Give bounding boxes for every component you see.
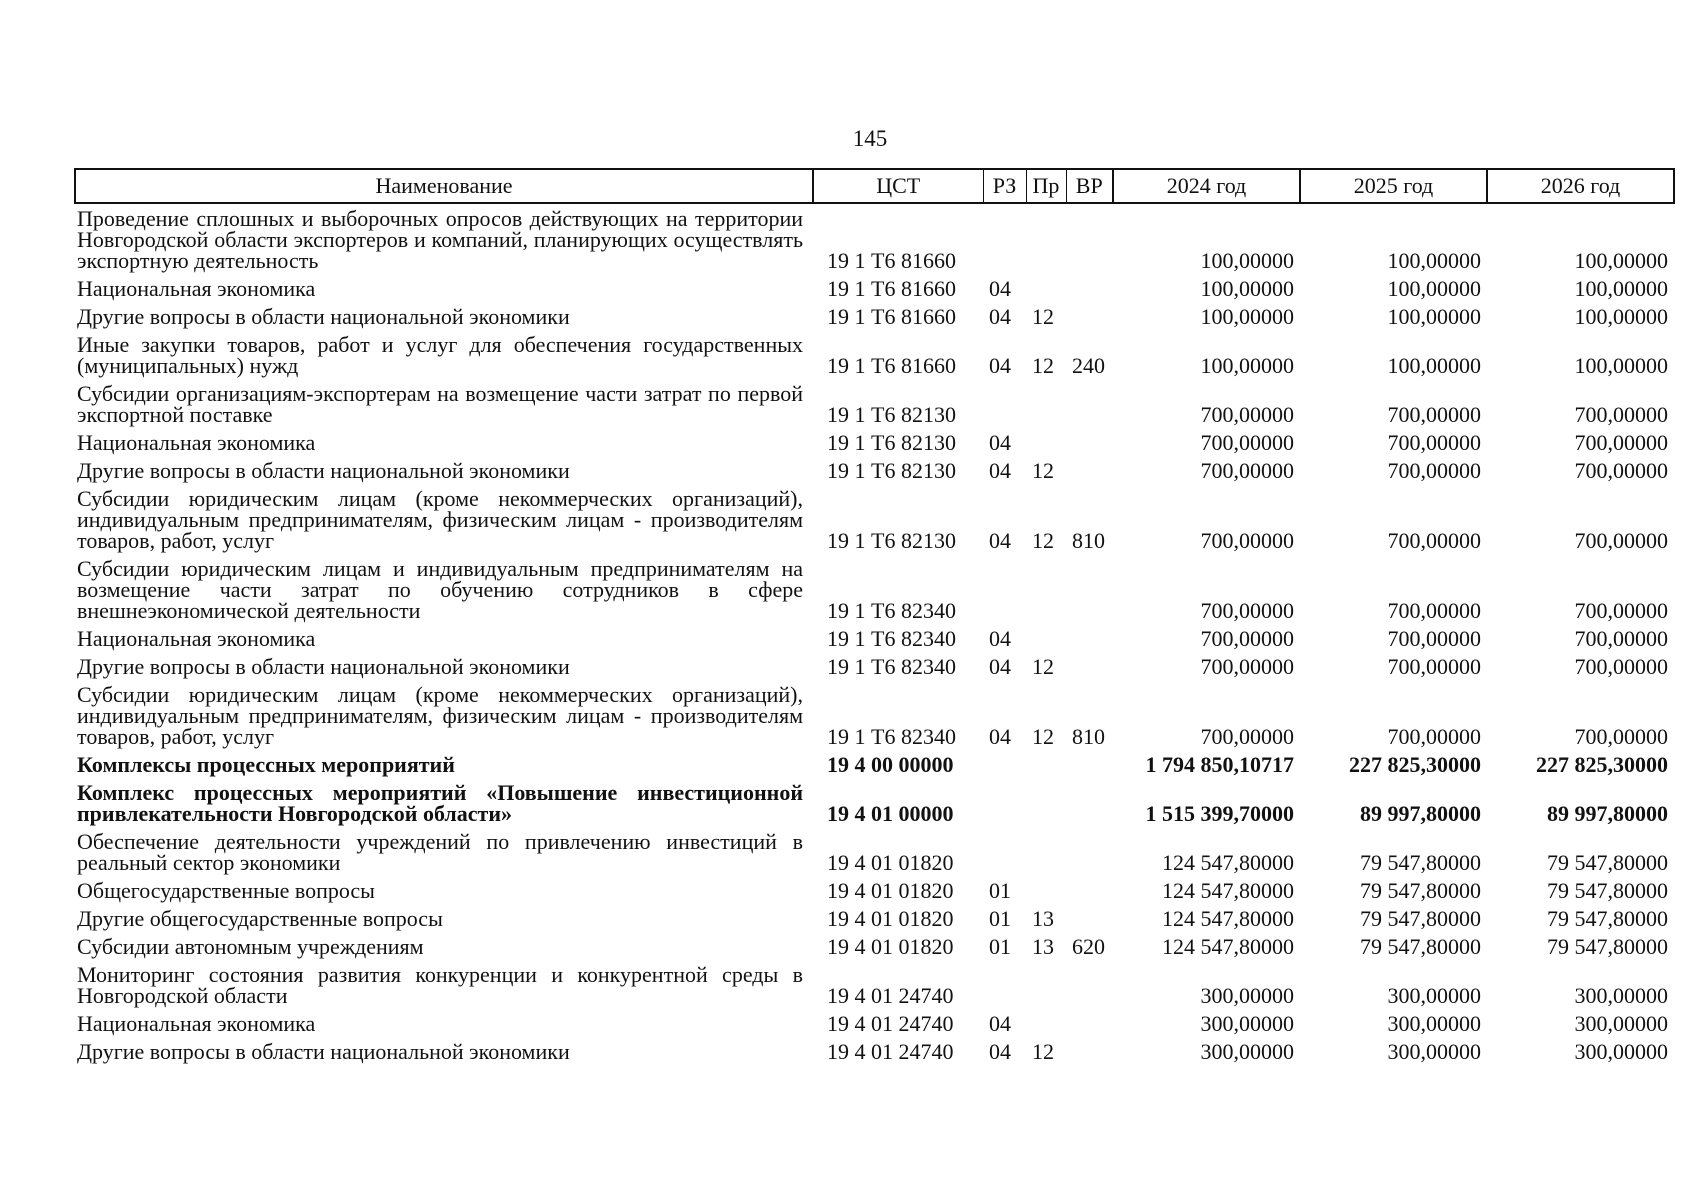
page-number: 145 (852, 126, 888, 151)
cell-name: Другие вопросы в области национальной экономики (77, 458, 570, 483)
cell-pr: 12 (1032, 1039, 1054, 1064)
cell-2025: 700,00000 (1387, 724, 1481, 749)
cell-cst: 19 1 Т6 81660 (827, 304, 956, 329)
cell-2026: 700,00000 (1574, 402, 1668, 427)
cell-2026: 79 547,80000 (1547, 850, 1668, 875)
table-row (75, 876, 1674, 904)
cell-2026: 79 547,80000 (1547, 878, 1668, 903)
cell-rz (983, 750, 1026, 778)
cell-vr (1066, 904, 1113, 932)
cell-2026: 300,00000 (1574, 1039, 1668, 1064)
column-header-2025: 2025 год (1300, 169, 1487, 203)
cell-vr (1066, 652, 1113, 680)
cell-pr (1026, 624, 1066, 652)
cell-rz: 04 (989, 1039, 1011, 1064)
cell-2026: 227 825,30000 (1536, 752, 1668, 777)
cell-name: Национальная экономика (77, 276, 316, 301)
cell-cst: 19 4 01 24740 (827, 1039, 954, 1064)
cell-2024: 700,00000 (1200, 402, 1294, 427)
cell-pr: 12 (1032, 654, 1054, 679)
cell-cst: 19 1 Т6 82130 (827, 402, 956, 427)
cell-2026: 300,00000 (1574, 983, 1668, 1008)
cell-cst: 19 1 Т6 82340 (827, 598, 956, 623)
cell-name: Другие вопросы в области национальной экономики (77, 654, 570, 679)
cell-vr: 620 (1072, 934, 1105, 959)
cell-cst: 19 4 01 00000 (827, 801, 954, 826)
cell-2026: 700,00000 (1574, 654, 1668, 679)
cell-pr (1026, 428, 1066, 456)
cell-rz: 01 (989, 934, 1011, 959)
cell-vr (1066, 876, 1113, 904)
cell-rz: 04 (989, 654, 1011, 679)
cell-2024: 700,00000 (1200, 528, 1294, 553)
cell-2025: 300,00000 (1387, 1011, 1481, 1036)
table-row (75, 750, 1674, 778)
cell-vr (1066, 778, 1113, 827)
cell-2026: 100,00000 (1574, 304, 1668, 329)
cell-name: Национальная экономика (77, 1011, 316, 1036)
cell-name: Субсидии юридическим лицам (кроме некоммерческих организаций), индивидуальным предпринимателям, физическим лицам - производителям товаров, работ, услуг (77, 486, 803, 553)
cell-cst: 19 1 Т6 82130 (827, 430, 956, 455)
cell-2025: 700,00000 (1387, 626, 1481, 651)
cell-vr: 810 (1072, 724, 1105, 749)
cell-2024: 700,00000 (1200, 626, 1294, 651)
cell-2024: 124 547,80000 (1162, 878, 1294, 903)
cell-2026: 700,00000 (1574, 598, 1668, 623)
cell-name: Другие вопросы в области национальной экономики (77, 1039, 570, 1064)
cell-rz: 04 (989, 724, 1011, 749)
cell-2024: 300,00000 (1200, 1039, 1294, 1064)
cell-cst: 19 1 Т6 82130 (827, 528, 956, 553)
cell-2024: 1 794 850,10717 (1145, 752, 1294, 777)
cell-cst: 19 4 01 01820 (827, 906, 954, 931)
cell-2025: 700,00000 (1387, 430, 1481, 455)
table-row (75, 827, 1674, 876)
cell-cst: 19 4 00 00000 (827, 752, 954, 777)
cell-pr (1026, 778, 1066, 827)
cell-pr: 12 (1032, 528, 1054, 553)
cell-2025: 79 547,80000 (1360, 906, 1481, 931)
cell-rz: 01 (989, 878, 1011, 903)
cell-cst: 19 1 Т6 82340 (827, 724, 956, 749)
cell-pr (1026, 960, 1066, 1009)
cell-2025: 79 547,80000 (1360, 934, 1481, 959)
cell-2026: 79 547,80000 (1547, 934, 1668, 959)
cell-name: Другие общегосударственные вопросы (77, 906, 443, 931)
cell-cst: 19 1 Т6 81660 (827, 248, 956, 273)
cell-2025: 100,00000 (1387, 304, 1481, 329)
cell-rz: 04 (989, 1011, 1011, 1036)
cell-pr: 12 (1032, 724, 1054, 749)
cell-2025: 79 547,80000 (1360, 878, 1481, 903)
cell-cst: 19 1 Т6 82340 (827, 654, 956, 679)
cell-2026: 700,00000 (1574, 458, 1668, 483)
cell-cst: 19 4 01 01820 (827, 878, 954, 903)
column-header-vr: ВР (1066, 169, 1113, 203)
cell-vr (1066, 960, 1113, 1009)
cell-2025: 300,00000 (1387, 1039, 1481, 1064)
cell-pr (1026, 274, 1066, 302)
cell-pr: 13 (1032, 934, 1054, 959)
cell-2024: 700,00000 (1200, 430, 1294, 455)
cell-pr (1026, 203, 1066, 274)
cell-vr (1066, 750, 1113, 778)
cell-vr (1066, 203, 1113, 274)
cell-rz: 04 (989, 276, 1011, 301)
cell-vr (1066, 379, 1113, 428)
cell-2024: 1 515 399,70000 (1145, 801, 1294, 826)
cell-name: Другие вопросы в области национальной экономики (77, 304, 570, 329)
cell-vr (1066, 302, 1113, 330)
cell-name: Субсидии юридическим лицам и индивидуальным предпринимателям на возмещение части затрат по обучению сотрудников в сфере внешнеэкономической деятельности (77, 556, 803, 623)
cell-name: Субсидии юридическим лицам (кроме некоммерческих организаций), индивидуальным предпринимателям, физическим лицам - производителям товаров, работ, услуг (77, 682, 803, 749)
header-row (75, 169, 1674, 203)
cell-2025: 227 825,30000 (1349, 752, 1481, 777)
table-row (75, 1009, 1674, 1037)
cell-rz: 04 (989, 430, 1011, 455)
cell-vr (1066, 428, 1113, 456)
cell-vr: 810 (1072, 528, 1105, 553)
cell-rz: 04 (989, 353, 1011, 378)
table-row (75, 379, 1674, 428)
cell-name: Иные закупки товаров, работ и услуг для обеспечения государственных (муниципальных) нужд (77, 332, 803, 378)
cell-vr (1066, 624, 1113, 652)
table-row (75, 960, 1674, 1009)
cell-rz: 04 (989, 626, 1011, 651)
cell-pr (1026, 554, 1066, 624)
cell-name: Субсидии автономным учреждениям (77, 934, 424, 959)
column-header-cst: ЦСТ (813, 169, 983, 203)
cell-2025: 79 547,80000 (1360, 850, 1481, 875)
cell-2025: 100,00000 (1387, 353, 1481, 378)
cell-name: Обеспечение деятельности учреждений по привлечению инвестиций в реальный сектор экономики (77, 829, 803, 875)
cell-name: Проведение сплошных и выборочных опросов действующих на территории Новгородской области экспортеров и компаний, планирующих осуществлять экспортную деятельность (77, 206, 803, 273)
cell-2025: 700,00000 (1387, 528, 1481, 553)
cell-2025: 300,00000 (1387, 983, 1481, 1008)
cell-2025: 700,00000 (1387, 402, 1481, 427)
cell-rz (983, 960, 1026, 1009)
cell-vr (1066, 827, 1113, 876)
cell-2026: 100,00000 (1574, 276, 1668, 301)
cell-name: Национальная экономика (77, 430, 316, 455)
cell-name: Общегосударственные вопросы (77, 878, 375, 903)
table-header (75, 169, 1674, 203)
cell-rz (983, 778, 1026, 827)
table-row (75, 1037, 1674, 1065)
cell-rz: 04 (989, 528, 1011, 553)
cell-rz: 04 (989, 458, 1011, 483)
cell-name: Субсидии организациям-экспортерам на возмещение части затрат по первой экспортной поставке (77, 381, 803, 427)
cell-2025: 700,00000 (1387, 654, 1481, 679)
column-header-2026: 2026 год (1487, 169, 1674, 203)
cell-pr (1026, 1009, 1066, 1037)
column-header-rz: РЗ (983, 169, 1026, 203)
cell-pr: 12 (1032, 458, 1054, 483)
cell-name: Мониторинг состояния развития конкуренции и конкурентной среды в Новгородской области (77, 962, 803, 1008)
cell-rz (983, 827, 1026, 876)
cell-cst: 19 1 Т6 81660 (827, 353, 956, 378)
cell-2026: 100,00000 (1574, 353, 1668, 378)
cell-2025: 700,00000 (1387, 458, 1481, 483)
cell-cst: 19 4 01 01820 (827, 850, 954, 875)
table-row (75, 554, 1674, 624)
cell-2024: 700,00000 (1200, 458, 1294, 483)
table-row (75, 904, 1674, 932)
cell-pr (1026, 379, 1066, 428)
cell-2026: 100,00000 (1574, 248, 1668, 273)
cell-vr (1066, 456, 1113, 484)
cell-2024: 124 547,80000 (1162, 934, 1294, 959)
cell-2025: 100,00000 (1387, 248, 1481, 273)
cell-2024: 100,00000 (1200, 276, 1294, 301)
cell-cst: 19 1 Т6 81660 (827, 276, 956, 301)
cell-2026: 700,00000 (1574, 528, 1668, 553)
table-row (75, 456, 1674, 484)
cell-2024: 100,00000 (1200, 248, 1294, 273)
cell-2026: 79 547,80000 (1547, 906, 1668, 931)
table-row (75, 778, 1674, 827)
cell-rz: 01 (989, 906, 1011, 931)
cell-vr (1066, 1009, 1113, 1037)
table-row (75, 624, 1674, 652)
cell-2026: 700,00000 (1574, 724, 1668, 749)
cell-rz (983, 379, 1026, 428)
cell-2025: 89 997,80000 (1360, 801, 1481, 826)
cell-2024: 300,00000 (1200, 1011, 1294, 1036)
table-row (75, 932, 1674, 960)
cell-vr: 240 (1072, 353, 1105, 378)
cell-pr: 12 (1032, 353, 1054, 378)
table-row (75, 274, 1674, 302)
cell-vr (1066, 554, 1113, 624)
cell-2024: 124 547,80000 (1162, 906, 1294, 931)
cell-cst: 19 4 01 24740 (827, 1011, 954, 1036)
cell-2026: 700,00000 (1574, 430, 1668, 455)
table-row (75, 680, 1674, 750)
cell-vr (1066, 1037, 1113, 1065)
cell-2026: 700,00000 (1574, 626, 1668, 651)
cell-pr (1026, 750, 1066, 778)
budget-table (74, 168, 1675, 1065)
cell-2024: 100,00000 (1200, 353, 1294, 378)
table-row (75, 652, 1674, 680)
cell-pr (1026, 876, 1066, 904)
column-header-2024: 2024 год (1113, 169, 1300, 203)
cell-2026: 89 997,80000 (1547, 801, 1668, 826)
cell-2024: 100,00000 (1200, 304, 1294, 329)
column-header-name: Наименование (75, 169, 813, 203)
cell-cst: 19 1 Т6 82340 (827, 626, 956, 651)
table-body (75, 203, 1674, 1065)
table-row (75, 302, 1674, 330)
cell-rz (983, 203, 1026, 274)
cell-cst: 19 4 01 24740 (827, 983, 954, 1008)
cell-rz (983, 554, 1026, 624)
cell-cst: 19 1 Т6 82130 (827, 458, 956, 483)
column-header-pr: Пр (1026, 169, 1066, 203)
cell-2025: 700,00000 (1387, 598, 1481, 623)
cell-pr (1026, 827, 1066, 876)
cell-2024: 300,00000 (1200, 983, 1294, 1008)
cell-2024: 700,00000 (1200, 654, 1294, 679)
cell-rz: 04 (989, 304, 1011, 329)
table-row (75, 484, 1674, 554)
cell-name: Комплексы процессных мероприятий (77, 752, 455, 777)
table-row (75, 330, 1674, 379)
cell-2025: 100,00000 (1387, 276, 1481, 301)
cell-2026: 300,00000 (1574, 1011, 1668, 1036)
cell-2024: 124 547,80000 (1162, 850, 1294, 875)
cell-2024: 700,00000 (1200, 598, 1294, 623)
cell-cst: 19 4 01 01820 (827, 934, 954, 959)
cell-name: Комплекс процессных мероприятий «Повышение инвестиционной привлекательности Новгородской области» (77, 780, 803, 826)
cell-2024: 700,00000 (1200, 724, 1294, 749)
cell-pr: 12 (1032, 304, 1054, 329)
cell-vr (1066, 274, 1113, 302)
cell-pr: 13 (1032, 906, 1054, 931)
table-row (75, 428, 1674, 456)
table-row (75, 203, 1674, 274)
cell-name: Национальная экономика (77, 626, 316, 651)
